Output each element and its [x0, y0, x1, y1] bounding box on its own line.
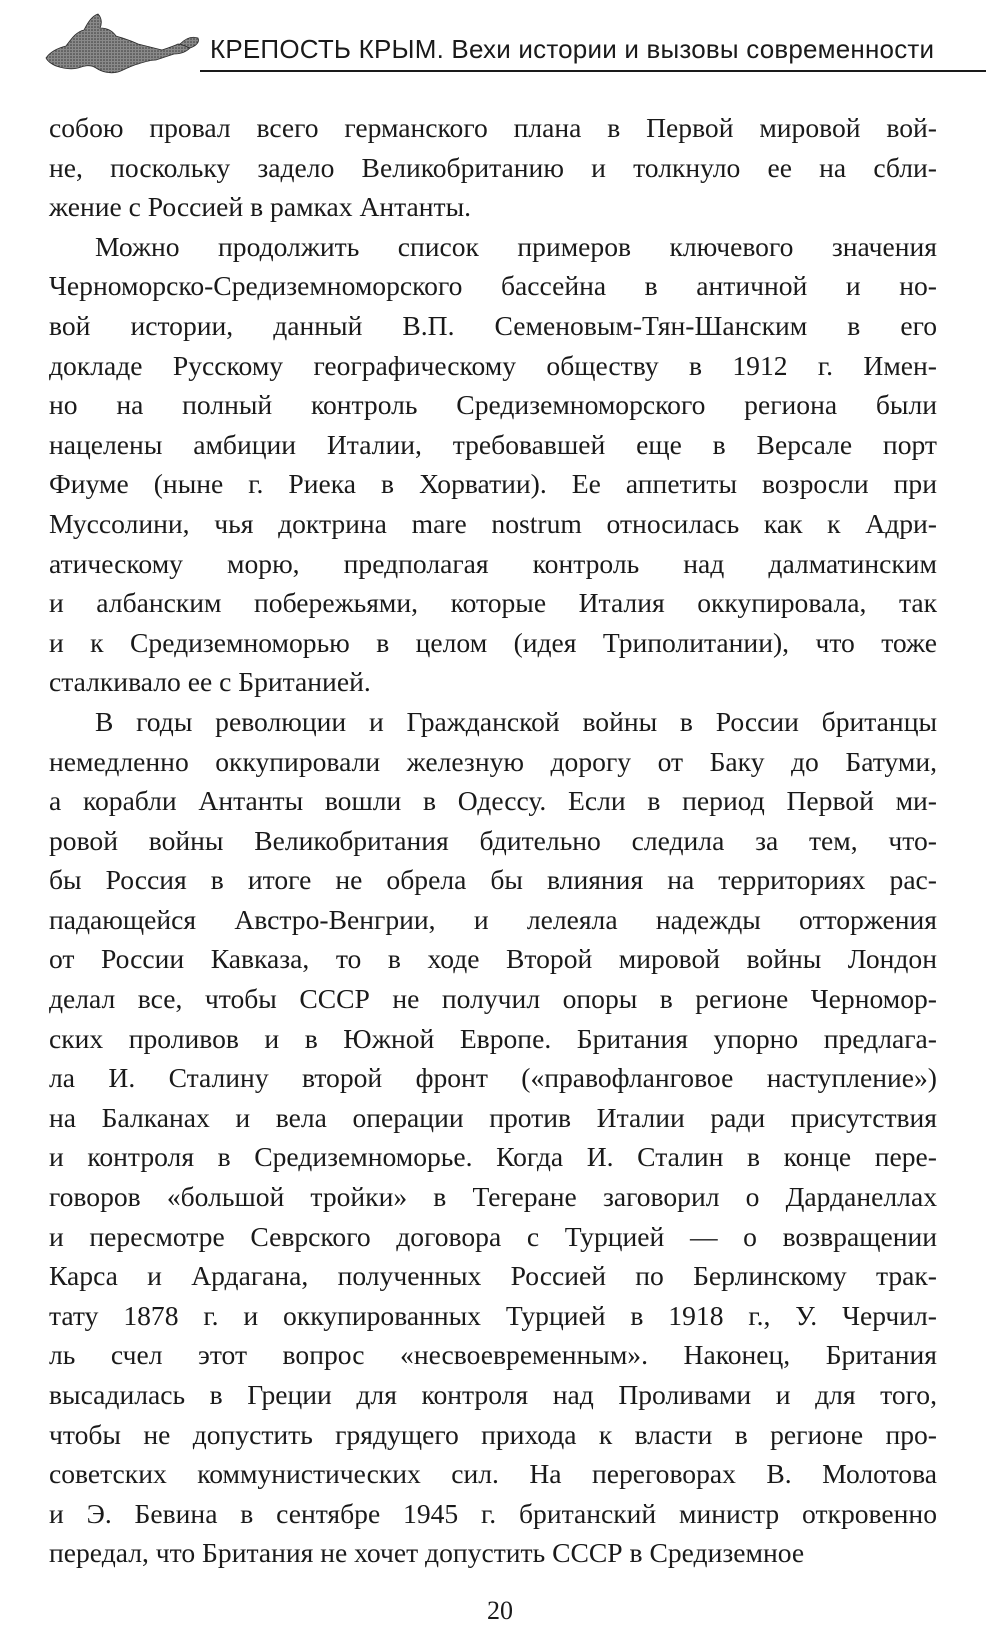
body-text: [49, 108, 937, 1573]
text-line: ла И. Сталину второй фронт («правофланговое наступление»): [49, 1062, 937, 1094]
text-line: вой истории, данный В.П. Семеновым-Тян-Шанским в его: [49, 309, 937, 341]
text-line: и пересмотре Севрского договора с Турцией — о возвращении: [49, 1220, 937, 1252]
text-line: В годы революции и Гражданской войны в России британцы: [95, 705, 937, 737]
text-line: жение с Россией в рамках Антанты.: [49, 191, 472, 223]
crimea-map-icon: [40, 8, 210, 78]
text-line: немедленно оккупировали железную дорогу от Баку до Батуми,: [49, 745, 937, 777]
text-line: бы Россия в итоге не обрела бы влияния на территориях рас-: [49, 864, 937, 896]
text-line: не, поскольку задело Великобританию и толкнуло ее на сбли-: [49, 151, 937, 183]
text-line: тату 1878 г. и оккупированных Турцией в 1918 г., У. Черчил-: [49, 1299, 937, 1331]
text-line: Черноморско-Средиземноморского бассейна в античной и но-: [49, 270, 937, 302]
text-line: падающейся Австро-Венгрии, и лелеяла надежды отторжения: [49, 903, 937, 935]
text-line: говоров «большой тройки» в Тегеране заговорил о Дарданеллах: [49, 1181, 937, 1213]
text-line: на Балканах и вела операции против Италии ради присутствия: [49, 1101, 937, 1133]
text-line: докладе Русскому географическому обществу в 1912 г. Имен-: [49, 349, 937, 381]
paragraph: [49, 702, 937, 1573]
text-line: высадилась в Греции для контроля над Проливами и для того,: [49, 1379, 937, 1410]
page-number: 20: [487, 1596, 513, 1625]
paragraph: [49, 108, 937, 227]
text-line: и албанским побережьями, которые Италия оккупировала, так: [49, 587, 937, 619]
paragraph: [49, 227, 937, 702]
header-rule: [200, 70, 986, 72]
text-line: советских коммунистических сил. На переговорах В. Молотова: [49, 1458, 937, 1490]
text-line: чтобы не допустить грядущего прихода к власти в регионе про-: [49, 1418, 937, 1450]
running-header: [40, 8, 940, 78]
text-line: сталкивало ее с Британией.: [49, 666, 371, 698]
text-line: атическому морю, предполагая контроль над далматинским: [49, 547, 937, 579]
text-line: Карса и Ардагана, полученных Россией по Берлинскому трак-: [49, 1260, 937, 1292]
running-header-title: КРЕПОСТЬ КРЫМ. Вехи истории и вызовы современности: [210, 34, 935, 64]
text-line: ровой войны Великобритания бдительно следила за тем, что-: [49, 824, 937, 856]
text-line: Можно продолжить список примеров ключевого значения: [95, 230, 937, 262]
text-line: Муссолини, чья доктрина mare nostrum относилась как к Адри-: [49, 507, 937, 539]
text-line: и Э. Бевина в сентябре 1945 г. британский министр откровенно: [49, 1497, 937, 1529]
text-line: делал все, чтобы СССР не получил опоры в регионе Черномор-: [49, 983, 937, 1015]
text-line: ских проливов и в Южной Европе. Британия упорно предлага-: [49, 1022, 937, 1054]
text-line: Фиуме (ныне г. Риека в Хорватии). Ее аппетиты возросли при: [49, 468, 937, 500]
text-line: ль счел этот вопрос «несвоевременным». Наконец, Британия: [49, 1339, 937, 1371]
text-line: собою провал всего германского плана в Первой мировой вой-: [49, 112, 937, 143]
text-line: и контроля в Средиземноморье. Когда И. Сталин в конце пере-: [49, 1141, 937, 1173]
text-line: передал, что Британия не хочет допустить СССР в Средиземное: [49, 1537, 805, 1569]
text-line: и к Средиземноморью в целом (идея Триполитании), что тоже: [49, 626, 937, 658]
text-line: нацелены амбиции Италии, требовавшей еще в Версале порт: [49, 428, 937, 460]
text-line: но на полный контроль Средиземноморского региона были: [49, 389, 937, 421]
text-line: от России Кавказа, то в ходе Второй мировой войны Лондон: [49, 943, 937, 975]
text-line: а корабли Антанты вошли в Одессу. Если в период Первой ми-: [49, 785, 937, 817]
